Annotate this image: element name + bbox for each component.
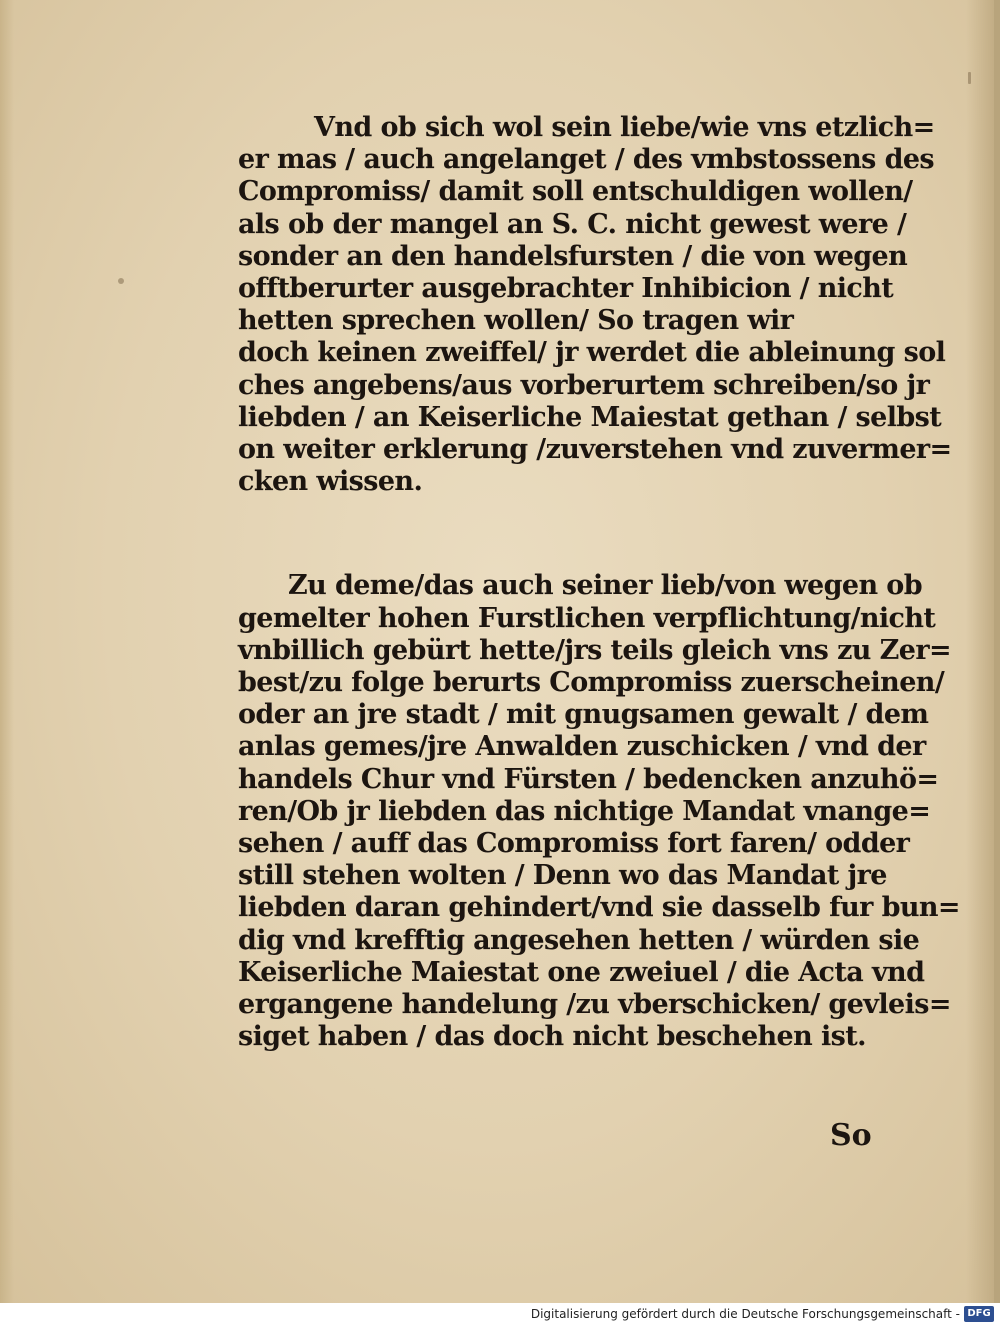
text-line: vnbillich gebürt hette/jrs teils gleich vns zu Zer=	[238, 634, 951, 666]
text-line: siget haben / das doch nicht beschehen ist.	[238, 1021, 866, 1053]
text-line: anlas gemes/jre Anwalden zuschicken / vnd der	[238, 731, 926, 763]
text-line: oder an jre stadt / mit gnugsamen gewalt / dem	[238, 699, 929, 731]
text-line: Keiserliche Maiestat one zweiuel / die Acta vnd	[238, 956, 925, 988]
catchword: So	[830, 1118, 872, 1153]
text-line: er mas / auch angelanget / des vmbstossens des	[238, 144, 935, 176]
text-line: hetten sprechen wollen/ So tragen wir	[238, 305, 794, 337]
footer-bar	[0, 1303, 1000, 1326]
text-line: handels Chur vnd Fürsten / bedencken anzuhö=	[238, 763, 939, 795]
text-line: Vnd ob sich wol sein liebe/wie vns etzlich=	[314, 112, 935, 143]
text-line: best/zu folge berurts Compromiss zuerscheinen/	[238, 667, 945, 699]
paragraph-2	[238, 570, 960, 1053]
ink-spot	[118, 278, 124, 284]
text-line: offtberurter ausgebrachter Inhibicion / nicht	[238, 273, 894, 305]
text-line: ergangene handelung /zu vberschicken/ gevleis=	[238, 989, 951, 1021]
text-line: still stehen wolten / Denn wo das Mandat jre	[238, 860, 887, 892]
text-line: sonder an den handelsfursten / die von wegen	[238, 240, 908, 272]
page-text	[238, 112, 960, 1053]
text-line: cken wissen.	[238, 466, 423, 498]
text-line: gemelter hohen Furstlichen verpflichtung/nicht	[238, 602, 936, 634]
text-line: liebden / an Keiserliche Maiestat gethan / selbst	[238, 401, 942, 433]
text-line: als ob der mangel an S. C. nicht gewest were /	[238, 208, 907, 240]
text-line: Compromiss/ damit soll entschuldigen wollen/	[238, 176, 913, 208]
text-line: liebden daran gehindert/vnd sie dasselb fur bun=	[238, 892, 960, 924]
funding-credit: Digitalisierung gefördert durch die Deutsche Forschungsgemeinschaft -	[530, 1307, 960, 1321]
text-line: doch keinen zweiffel/ jr werdet die ableinung sol	[238, 337, 946, 369]
text-line: sehen / auff das Compromiss fort faren/ odder	[238, 828, 910, 860]
text-line: dig vnd krefftig angesehen hetten / würden sie	[238, 924, 920, 956]
text-line: Zu deme/das auch seiner lieb/von wegen ob	[288, 570, 922, 602]
paragraph-1	[238, 112, 952, 498]
text-line: ren/Ob jr liebden das nichtige Mandat vnange=	[238, 795, 931, 827]
text-line: on weiter erklerung /zuverstehen vnd zuvermer=	[238, 434, 952, 466]
text-line: ches angebens/aus vorberurtem schreiben/so jr	[238, 369, 930, 401]
page-edge-shadow	[966, 0, 994, 1303]
ink-mark	[968, 72, 971, 84]
dfg-logo: DFG	[964, 1306, 994, 1322]
